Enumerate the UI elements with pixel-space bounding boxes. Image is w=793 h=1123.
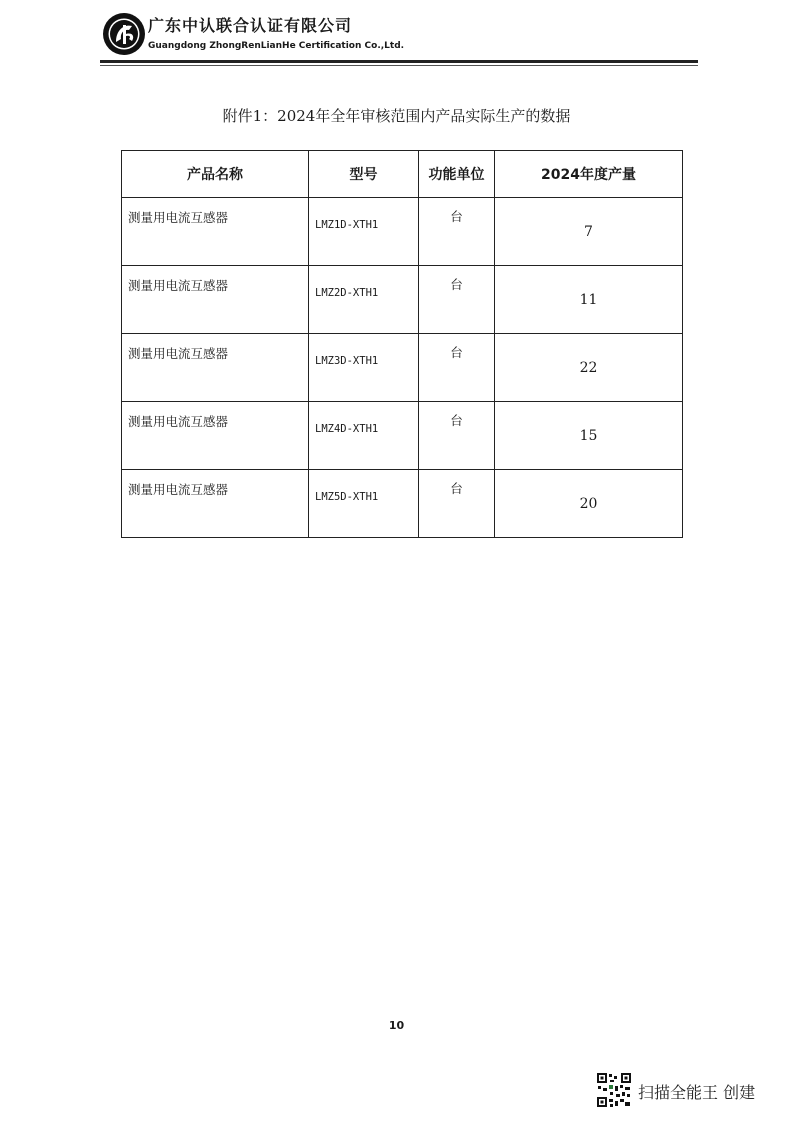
cell-quantity: 7 <box>495 198 683 266</box>
cell-quantity: 22 <box>495 334 683 402</box>
cell-unit: 台 <box>419 334 495 402</box>
cell-unit: 台 <box>419 266 495 334</box>
page-number: 10 <box>388 1019 405 1032</box>
cell-model: LMZ1D-XTH1 <box>309 198 419 266</box>
table-row <box>122 334 683 402</box>
company-name-en: Guangdong ZhongRenLianHe Certification Co.,Ltd. <box>148 41 405 51</box>
document-title: 附件1：2024年全年审核范围内产品实际生产的数据 <box>222 107 571 125</box>
cell-model: LMZ3D-XTH1 <box>309 334 419 402</box>
cell-unit: 台 <box>419 402 495 470</box>
page-header <box>100 8 698 64</box>
cell-model: LMZ5D-XTH1 <box>309 470 419 538</box>
production-data-table <box>121 150 683 538</box>
company-name-cn: 广东中认联合认证有限公司 <box>148 16 353 35</box>
qr-code-icon <box>596 1072 632 1108</box>
cell-quantity: 20 <box>495 470 683 538</box>
cell-model: LMZ2D-XTH1 <box>309 266 419 334</box>
table-row <box>122 402 683 470</box>
cell-product-name: 测量用电流互感器 <box>122 198 309 266</box>
column-header-product-name: 产品名称 <box>122 151 309 198</box>
table-header-row <box>122 151 683 198</box>
cell-product-name: 测量用电流互感器 <box>122 402 309 470</box>
table-row <box>122 266 683 334</box>
table-row <box>122 198 683 266</box>
company-seal-logo-icon <box>102 12 146 56</box>
table-row <box>122 470 683 538</box>
cell-model: LMZ4D-XTH1 <box>309 402 419 470</box>
cell-product-name: 测量用电流互感器 <box>122 470 309 538</box>
cell-unit: 台 <box>419 198 495 266</box>
scanner-watermark: 扫描全能王 创建 <box>638 1083 756 1102</box>
column-header-unit: 功能单位 <box>419 151 495 198</box>
column-header-model: 型号 <box>309 151 419 198</box>
cell-product-name: 测量用电流互感器 <box>122 266 309 334</box>
cell-quantity: 11 <box>495 266 683 334</box>
cell-unit: 台 <box>419 470 495 538</box>
column-header-quantity: 2024年度产量 <box>495 151 683 198</box>
header-divider <box>100 60 698 63</box>
cell-quantity: 15 <box>495 402 683 470</box>
cell-product-name: 测量用电流互感器 <box>122 334 309 402</box>
header-divider-thin <box>100 65 698 66</box>
